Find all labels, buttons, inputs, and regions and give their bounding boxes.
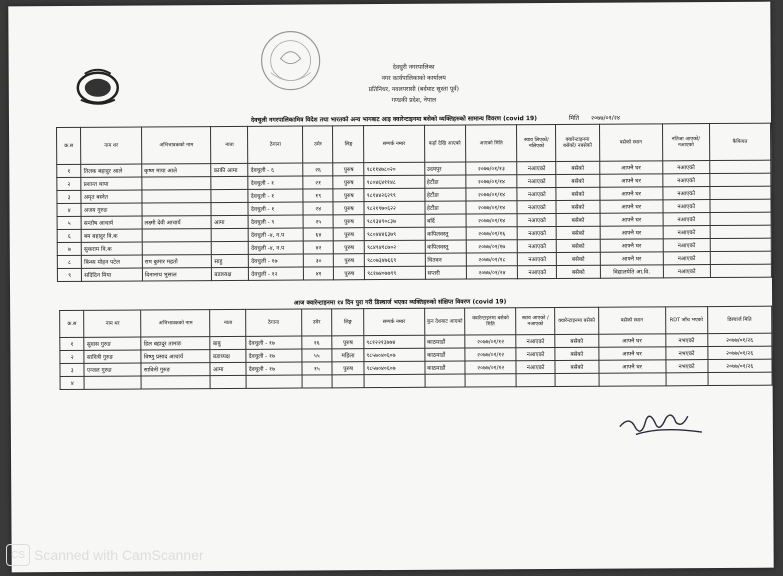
table-cell: पुरुष	[334, 215, 365, 228]
table-cell: राम कुमार महतो	[142, 255, 212, 268]
table-cell: आफ्नै घर	[599, 161, 662, 174]
column-header: नाम थर	[81, 127, 142, 164]
table-cell: विष्णु प्रसाद आचार्य	[141, 350, 210, 363]
table-cell: २४	[303, 202, 333, 215]
office-line: देवघुरी नगरपालिका	[392, 63, 435, 71]
table-cell: देवचुली - १२	[249, 267, 304, 280]
table-cell: ३	[60, 363, 85, 376]
table-cell: देवचुली - १	[248, 176, 303, 189]
table-cell: बिन्ध्य मोहन पटेल	[82, 255, 143, 268]
table-cell	[364, 374, 425, 387]
table-cell	[141, 376, 210, 389]
table-cell: देवचुली - १७	[246, 349, 301, 362]
table-cell: २०७७/०१/१२	[465, 361, 516, 374]
table-cell: नआएको	[518, 213, 557, 226]
table-cell: आफ्नै घर	[599, 200, 662, 213]
table-cell: लक्ष्मी देवी आचार्य	[142, 216, 212, 229]
column-header: क्र.स	[60, 310, 85, 337]
table-cell: काठमाडौं	[425, 348, 466, 361]
table-cell: बर्दि	[425, 214, 466, 227]
table-cell: पुरुष	[333, 176, 364, 189]
table-cell: ९८५७०४०६०७	[364, 361, 425, 374]
table-cell	[142, 229, 212, 242]
column-header: क्वारेन्टाइनमा बसेको मिति	[465, 308, 516, 335]
table-cell: नआएको	[663, 174, 710, 187]
table-cell: नआएको	[517, 161, 556, 174]
table-cell: देवचुली - १	[248, 202, 303, 215]
table-cell: हेटौंडा	[424, 175, 465, 188]
table-cell: ९८११४७८०२०	[364, 162, 424, 175]
table-header-row	[60, 306, 772, 337]
column-header: कहाँ देखि आएको	[424, 125, 465, 162]
table-cell: ६४	[303, 228, 333, 241]
table-cell: २	[60, 350, 85, 363]
column-header: अभिभावकको नाम	[141, 310, 210, 337]
column-header: अभिभावकको नाम	[141, 127, 211, 164]
table-cell: आमा	[212, 215, 249, 228]
table-cell: २०७७/०१/१७	[466, 240, 518, 253]
table-cell: २०७७/०१/१३	[465, 162, 517, 175]
column-header: स्वाव आएको / नआएको	[516, 307, 555, 334]
table-cell: नभएको	[665, 347, 707, 360]
table-cell: अजय गुरुङ	[81, 203, 142, 216]
table-cell: कृष्ण माया आले	[142, 164, 212, 177]
table-cell: २०७७/०१/१४	[465, 175, 517, 188]
office-line: गण्डकी प्रदेश, नेपाल	[391, 96, 437, 104]
table-cell: आमा	[210, 362, 246, 375]
table-cell: सुकराम वि.क	[82, 242, 143, 255]
table-cell: दिनानाथ भुसाल	[142, 268, 212, 281]
column-header: स्वाव लिएको/ नलिएको	[517, 124, 556, 161]
table-cell	[142, 203, 212, 216]
table-cell: चितवन	[425, 253, 466, 266]
table-cell: ९८१७४०७७९९	[365, 266, 425, 279]
table-cell: नआएको	[516, 347, 555, 360]
table-cell: देवचुली -४, न.प	[248, 228, 303, 241]
table-cell: पुरुष	[333, 189, 364, 202]
table-cell	[710, 199, 771, 212]
column-header: उमेर	[301, 309, 332, 336]
table-cell: आफ्नै घर	[599, 347, 666, 360]
signature-icon	[616, 406, 706, 443]
table-cell: २०७७/०१/२४	[466, 266, 518, 279]
table-cell: ५	[57, 216, 81, 229]
table-cell	[212, 241, 249, 254]
table-cell: साहु	[212, 254, 249, 267]
table-cell: ९८१३४९०८३७	[364, 214, 424, 227]
table-cell: नआएको	[518, 252, 557, 265]
table-cell: बसेको	[555, 360, 599, 373]
column-header: क्र.स	[57, 127, 82, 164]
table-cell: सुवास गुरुङ	[84, 337, 141, 350]
table-cell: बडाध्यक्ष	[210, 349, 246, 362]
table-cell: काठमाडौं	[425, 361, 466, 374]
table-cell: ९८४९४१८७०२	[365, 240, 425, 253]
table-cell: पुरुष	[334, 241, 365, 254]
table-cell	[710, 186, 771, 199]
table-cell: १५	[301, 362, 332, 375]
watermark-text: Scanned with CamScanner	[34, 547, 204, 563]
date-label: मिति	[568, 114, 580, 122]
table-cell: हेटौंडा	[424, 188, 465, 201]
table-cell	[710, 225, 771, 238]
table-cell: बसेको	[555, 334, 599, 347]
table-cell: पुरुष	[334, 267, 365, 280]
table-cell: ९८०४६४११४८	[364, 175, 424, 188]
column-header: ठेगाना	[248, 126, 303, 163]
table-cell: हेटौंडा	[424, 201, 465, 214]
table-cell: देवचुली - १७	[246, 362, 301, 375]
column-header: लिङ्ग	[333, 126, 364, 163]
table-cell: बसेको	[556, 174, 599, 187]
table-cell: देवचुली -४, न.प	[249, 241, 304, 254]
table-cell: नभएको	[665, 334, 707, 347]
table-cell: ९८१२२१३७७४	[364, 335, 425, 348]
table-cell: बसेको	[556, 161, 599, 174]
table-cell: २०७७/०१/१६	[466, 227, 518, 240]
table-cell: काठमाडौं	[424, 335, 465, 348]
table-cell	[211, 202, 248, 215]
table-cell: नआएको	[517, 174, 556, 187]
column-header: नाम थर	[84, 310, 141, 337]
scanned-page	[8, 2, 773, 573]
table-cell: बडाध्यक्ष	[212, 267, 249, 280]
table-cell: पुरुष	[332, 336, 364, 349]
table-cell: नआएको	[663, 161, 710, 174]
table-cell: ८	[57, 255, 81, 268]
column-header: डिस्चार्ज मिति	[707, 306, 772, 333]
table-cell: बम बहादुर वि.क	[81, 229, 142, 242]
table-cell: २०७७/०१/२६	[707, 346, 772, 359]
table-cell: पुरुष	[333, 202, 364, 215]
table-cell: आफ्नै घर	[599, 187, 662, 200]
table-cell: देवचुली - १७	[246, 336, 301, 349]
office-line: नगर कार्यपालिकाको कार्यालय	[381, 74, 446, 83]
column-header: आएको मिति	[465, 125, 517, 162]
table-cell: २५	[303, 215, 333, 228]
table-cell: सावित्री गुरुङ	[84, 350, 141, 363]
quarantine-table	[56, 123, 772, 282]
table-cell: ९८२१९७०६२२	[364, 201, 424, 214]
column-header: सम्पर्क नम्बर	[364, 308, 425, 335]
report-date	[569, 114, 620, 122]
table-cell: आफ्नै घर	[600, 252, 663, 265]
table-cell: आफ्नै घर	[599, 360, 666, 373]
table-cell	[710, 264, 771, 277]
column-header: नतिजा आएको/ नआएको	[662, 124, 709, 161]
table-cell	[516, 373, 555, 386]
table-cell: ९८१४४२६२९९	[364, 188, 424, 201]
table-cell: बसेको	[556, 239, 599, 252]
table-cell: २६	[303, 163, 333, 176]
table-cell: २०७७/०१/१२	[465, 335, 516, 348]
table-cell: १९	[303, 189, 333, 202]
table-cell: नआएको	[663, 252, 710, 265]
table1-title: देवचुली नगरपालिकामित्र विदेश तथा भारतको अन्य भागबाट आइ क्वारेन्टाइनमा बसेको व्यक्तिहरुको सामान्य विवरण (covid 19)	[250, 115, 537, 124]
table-cell: नआएको	[516, 360, 555, 373]
table-cell	[142, 177, 212, 190]
table-cell	[599, 373, 666, 386]
column-header: बसेको स्थान	[598, 307, 665, 334]
table-cell: २०७७/०१/२६	[707, 333, 772, 346]
table-cell: ४२	[303, 241, 333, 254]
table-cell: अमृत बस्नेत	[81, 190, 142, 203]
camscanner-logo-icon: CS	[6, 544, 30, 566]
table-cell: देवचुली - ९	[248, 215, 303, 228]
table-cell: २०७७/०१/१४	[466, 201, 518, 214]
table-cell: बसेको	[557, 265, 600, 278]
table-cell: नआएको	[663, 187, 710, 200]
table-cell: प्रशान्त थापा	[81, 177, 142, 190]
table-cell: काकी आमा	[211, 163, 248, 176]
table-cell: आफ्नै घर	[598, 334, 665, 347]
table-cell: २०७७/०१/१४	[466, 188, 518, 201]
column-header: उमेर	[303, 126, 334, 163]
table-cell: सदिदिन मिया	[82, 268, 143, 281]
table-cell: २	[57, 177, 81, 190]
table-cell: सन्तोष आचार्य	[81, 216, 142, 229]
table-cell	[211, 189, 248, 202]
table-cell: ३०	[303, 254, 333, 267]
column-header: कुन देशबाट आएको	[424, 308, 465, 335]
table-cell: नआएको	[663, 200, 710, 213]
office-line: प्रतिनिधर, नवलपरासी (बर्दघाट सुस्ता पूर्व)	[368, 85, 459, 94]
table-cell	[709, 160, 770, 173]
table-cell	[246, 375, 301, 388]
table-cell: नआएको	[518, 239, 557, 252]
table-cell: २१	[303, 176, 333, 189]
table-cell	[466, 374, 517, 387]
table-cell: डिल बहादुर तामाङ	[141, 337, 210, 350]
table-cell: सप्तरी	[425, 266, 466, 279]
table-cell: साविनी गुरुङ	[141, 363, 210, 376]
table-cell: ७	[57, 242, 81, 255]
table-cell	[666, 373, 708, 386]
column-header: RDT जाँच भएको	[665, 307, 707, 334]
table-cell: बसेको	[556, 187, 599, 200]
table-cell: महिला	[332, 349, 364, 362]
table-cell: २६	[301, 336, 332, 349]
table-cell: नआएको	[518, 226, 557, 239]
table-cell	[555, 373, 599, 386]
table-cell	[708, 372, 773, 385]
table-cell: २०७७/०१/१२	[465, 348, 516, 361]
table-cell: देवचुली - १७	[249, 254, 304, 267]
table-cell: ५५	[301, 349, 332, 362]
table-cell: १	[57, 164, 81, 177]
table-cell: आफ्नै घर	[600, 226, 663, 239]
table-cell: नआएको	[663, 213, 710, 226]
column-header: नाता	[210, 309, 246, 336]
table-cell: तिलक बहादुर आले	[81, 164, 142, 177]
table-cell: देवचुली - १	[248, 189, 303, 202]
table-cell: नआएको	[518, 265, 557, 278]
table-cell: ४	[60, 376, 85, 389]
table-cell: पुरुष	[334, 254, 365, 267]
table-cell: आफ्नै घर	[599, 174, 662, 187]
table-cell	[142, 190, 212, 203]
column-header: सम्पर्क नम्बर	[364, 125, 424, 162]
table-cell	[211, 176, 248, 189]
column-header: ठेगाना	[246, 309, 301, 336]
date-value: २०७७/०१/२४	[590, 114, 621, 122]
table-cell: नआएको	[517, 200, 556, 213]
table-cell	[85, 376, 142, 389]
table-cell	[425, 374, 466, 387]
column-header: नाता	[211, 126, 248, 163]
table-cell: २०७७/०१/२६	[708, 359, 773, 372]
table-cell: बसेको	[555, 347, 599, 360]
table-cell: ९८५७०४०६०७	[364, 348, 425, 361]
table-cell: नआएको	[517, 187, 556, 200]
table-cell	[710, 238, 771, 251]
table-cell: आफ्नै घर	[600, 213, 663, 226]
table-cell	[709, 173, 770, 186]
table-cell: पुरुष	[333, 163, 364, 176]
table-cell: बसेको	[556, 200, 599, 213]
table-cell: नआएको	[663, 226, 710, 239]
camscanner-watermark	[0, 540, 230, 570]
discharge-table	[59, 306, 772, 390]
table-cell: देवचुली - ६	[248, 163, 303, 176]
table-cell: ९८०४४४६३७९	[364, 227, 424, 240]
table-cell: बसेको	[556, 226, 599, 239]
table-cell: नभएको	[666, 360, 708, 373]
table-cell: २०७७/०१/१४	[466, 214, 518, 227]
column-header: क्वारेन्टाइनमा बसेको	[555, 307, 599, 334]
table-cell: नआएको	[663, 239, 710, 252]
table-cell: एन्जल गुरुङ	[84, 363, 141, 376]
table-cell: नआएको	[663, 265, 710, 278]
column-header: क्वारेन्टाइनमा बसेको/ नबसेको	[556, 124, 599, 161]
table-cell: पुरुष	[332, 362, 364, 375]
table-cell: ९	[57, 268, 81, 281]
table-cell: १	[60, 337, 85, 350]
office-header	[309, 61, 519, 106]
table-cell: ९८०७३४७६६९	[365, 253, 425, 266]
nepal-emblem-icon	[75, 66, 121, 106]
table-cell: पुरुष	[334, 228, 365, 241]
table-cell: ४१	[303, 267, 333, 280]
table-cell: ४	[57, 203, 81, 216]
table-cell	[212, 228, 249, 241]
table-cell: बसेको	[557, 252, 600, 265]
table-cell: बसेको	[556, 213, 599, 226]
table-header-row	[57, 123, 771, 164]
table-cell	[142, 242, 212, 255]
column-header: कैफियत	[709, 123, 771, 160]
table-cell: बाबु	[210, 336, 246, 349]
table-cell	[302, 375, 333, 388]
column-header: बसेको स्थान	[599, 124, 663, 161]
table-cell: २०७७/०१/१८	[466, 253, 518, 266]
table-cell: कपिलवस्तु	[425, 240, 466, 253]
table-cell: ३	[57, 190, 81, 203]
table-cell	[710, 251, 771, 264]
table-cell	[211, 375, 247, 388]
table-cell	[332, 375, 364, 388]
table-cell: विद्यालयेति आ.वि.	[600, 265, 663, 278]
table-cell	[710, 212, 771, 225]
table-cell: नआएको	[516, 334, 555, 347]
table-cell: उदयपुर	[424, 162, 465, 175]
column-header: लिङ्ग	[332, 309, 364, 336]
table-cell: आफ्नै घर	[600, 239, 663, 252]
table-cell: ६	[57, 229, 81, 242]
table2-title: आज क्वारेन्टाइनमा १४ दिन पुरा गरी डिस्चार्ज भएका व्यक्तिहरुको संक्षिप्त विवरण (covid 19)	[293, 298, 507, 307]
table-cell: कपिलवस्तु	[425, 227, 466, 240]
